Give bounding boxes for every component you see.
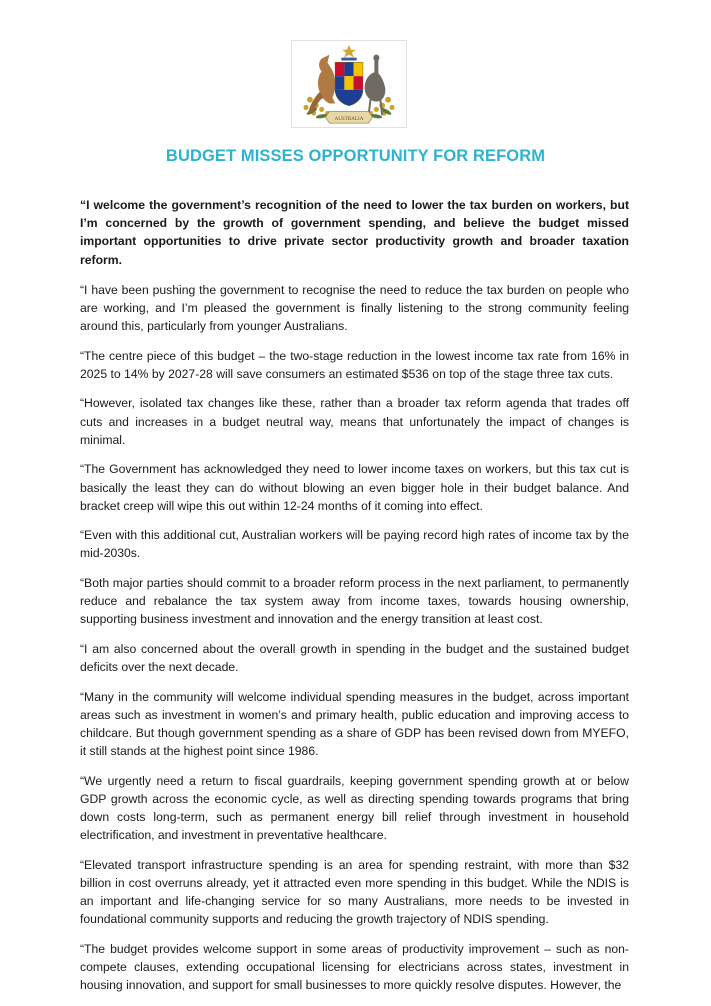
- paragraph: “However, isolated tax changes like these, rather than a broader tax reform agenda that trades off cuts and increases in a budget neutral way, means that unfortunately the impact of changes is minimal.: [80, 396, 629, 447]
- paragraph: “Even with this additional cut, Australian workers will be paying record high rates of income tax by the mid-2030s.: [80, 528, 629, 561]
- lead-paragraph: “I welcome the government’s recognition of the need to lower the tax burden on workers, but I’m concerned by the growth of government spending, and believe the budget missed important opportunities to drive private sector productivity growth and broader taxation reform.: [80, 198, 629, 267]
- paragraph: “We urgently need a return to fiscal guardrails, keeping government spending growth at or below GDP growth across the economic cycle, as well as directing spending towards programs that bring down costs long-term, such as permanent energy bill relief through investment in household electrification, and investment in preventative healthcare.: [80, 773, 629, 843]
- document-body: [80, 196, 629, 1006]
- paragraph: “Many in the community will welcome individual spending measures in the budget, across important areas such as investment in women’s and primary health, public education and improving access to childcare. But though government spending as a share of GDP has been revised down from MYEFO, it still stands at the highest point since 1986.: [80, 689, 629, 759]
- paragraph: “The budget provides welcome support in some areas of productivity improvement – such as non-compete clauses, extending occupational licensing for electricians across states, investment in housing innovation, and support for small businesses to more quickly resolve disputes. However, the: [80, 941, 629, 993]
- paragraph: “I have been pushing the government to recognise the need to reduce the tax burden on people who are working, and I’m pleased the government is finally listening to the strong community feeling around this, particularly from younger Australians.: [80, 282, 629, 334]
- paragraph: “Both major parties should commit to a broader reform process in the next parliament, to permanently reduce and rebalance the tax system away from income taxes, towards housing ownership, supporting business investment and innovation and the energy transition at least cost.: [80, 575, 629, 627]
- paragraph: “The Government has acknowledged they need to lower income taxes on workers, but this tax cut is basically the least they can do without blowing an even bigger hole in their budget balance. And bracket creep will wipe this out within 12-24 months of it coming into effect.: [80, 462, 629, 513]
- coat-of-arms-icon: [291, 40, 407, 128]
- paragraph: “The centre piece of this budget – the two-stage reduction in the lowest income tax rate from 16% in 2025 to 14% by 2027-28 will save consumers an estimated $536 on top of the stage three tax cuts.: [80, 348, 629, 381]
- svg-text:AUSTRALIA: AUSTRALIA: [334, 116, 364, 123]
- paragraph: “I am also concerned about the overall growth in spending in the budget and the sustained budget deficits over the next decade.: [80, 641, 629, 675]
- page-title: BUDGET MISSES OPPORTUNITY FOR REFORM: [165, 147, 546, 165]
- paragraph: “Elevated transport infrastructure spending is an area for spending restraint, with more than $32 billion in cost overruns already, yet it attracted even more spending in this budget. While the NDIS is an important and life-changing service for so many Australians, more needs to be invested in foundational community supports and reducing the growth trajectory of NDIS spending.: [80, 857, 629, 927]
